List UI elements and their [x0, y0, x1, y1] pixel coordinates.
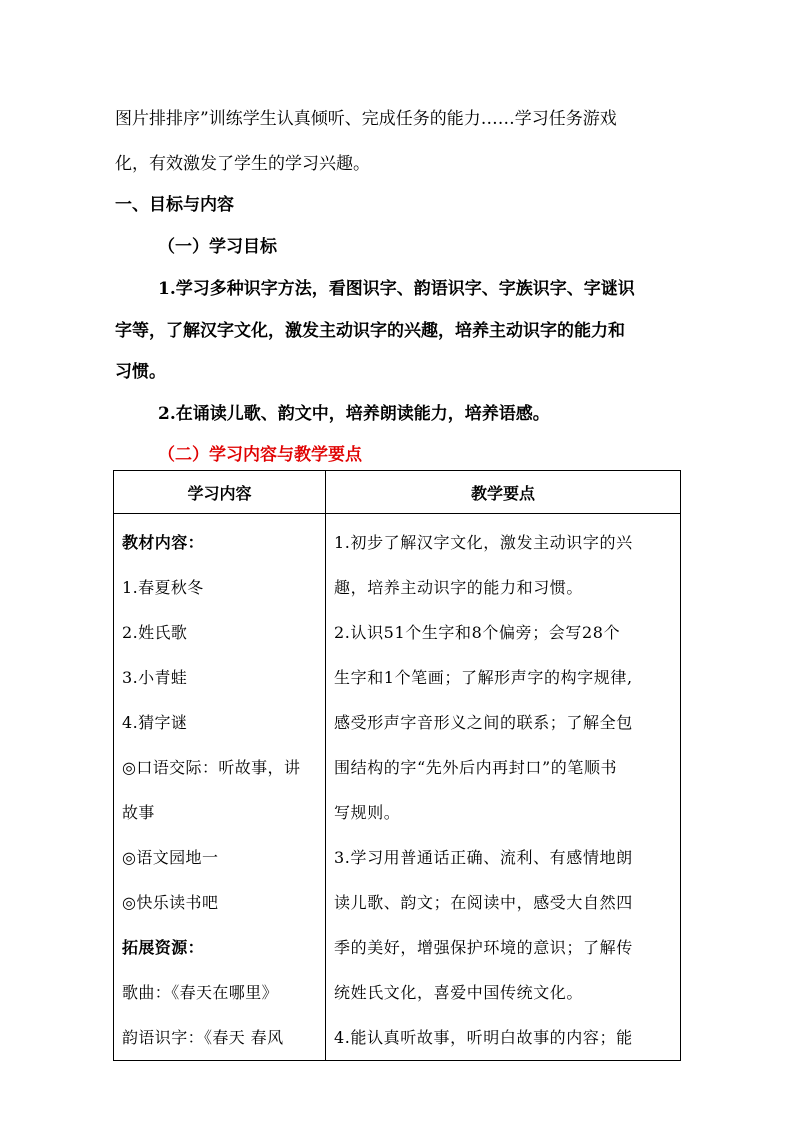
text-line: 1.初步了解汉字文化，激发主动识字的兴: [334, 533, 633, 552]
text-line: 生字和1个笔画；了解形声字的构字规律,: [334, 668, 633, 687]
text-line: 4.能认真听故事，听明白故事的内容；能: [334, 1028, 633, 1047]
text-line: 读儿歌、韵文；在阅读中，感受大自然四: [334, 893, 633, 912]
text-line: 统姓氏文化，喜爱中国传统文化。: [334, 983, 584, 1002]
text-line: 感受形声字音形义之间的联系；了解全包: [334, 713, 633, 732]
list-item: 歌曲：《春天在哪里》: [122, 983, 279, 1002]
list-item: 故事: [122, 803, 155, 822]
goal-1-line-2: 字等，了解汉字文化，激发主动识字的兴趣，培养主动识字的能力和: [115, 321, 625, 341]
table-header-content: 学习内容: [114, 471, 326, 514]
subheading-learning-goals: （一）学习目标: [158, 237, 277, 257]
goal-2: 2.在诵读儿歌、韵文中，培养朗读能力，培养语感。: [158, 404, 550, 424]
list-item: 3.小青蛙: [122, 668, 188, 687]
table-header-points: 教学要点: [326, 471, 681, 514]
table-row: [114, 514, 681, 1061]
list-item: 1.春夏秋冬: [122, 578, 204, 597]
subheading-content-and-points: （二）学习内容与教学要点: [158, 445, 362, 465]
list-item: 4.猜字谜: [122, 713, 188, 732]
text-line: 2.认识51个生字和8个偏旁；会写28个: [334, 623, 621, 642]
section-heading: 一、目标与内容: [115, 195, 234, 215]
learning-content-cell: [114, 514, 326, 1061]
list-item: ◎快乐读书吧: [122, 893, 219, 912]
table-header-row: [114, 471, 681, 514]
list-item: 2.姓氏歌: [122, 623, 188, 642]
teaching-points-cell: [326, 514, 681, 1061]
intro-line-1: 图片排排序”训练学生认真倾听、完成任务的能力……学习任务游戏: [115, 109, 617, 129]
text-line: 围结构的字“先外后内再封口”的笔顺书: [334, 758, 618, 777]
list-item: 拓展资源：: [122, 938, 205, 957]
content-table: [113, 470, 681, 1061]
list-item: ◎口语交际：听故事，讲: [122, 758, 301, 777]
intro-line-2: 化，有效激发了学生的学习兴趣。: [115, 154, 370, 174]
list-item: ◎语文园地一: [122, 848, 219, 867]
text-line: 3.学习用普通话正确、流利、有感情地朗: [334, 848, 633, 867]
goal-1-line-3: 习惯。: [115, 362, 166, 382]
text-line: 季的美好，增强保护环境的意识；了解传: [334, 938, 633, 957]
list-item: 韵语识字：《春天 春风: [122, 1028, 284, 1047]
text-line: 写规则。: [334, 803, 401, 822]
text-line: 趣，培养主动识字的能力和习惯。: [334, 578, 584, 597]
list-item: 教材内容：: [122, 533, 205, 552]
goal-1-line-1: 1.学习多种识字方法，看图识字、韵语识字、字族识字、字谜识: [158, 279, 635, 299]
